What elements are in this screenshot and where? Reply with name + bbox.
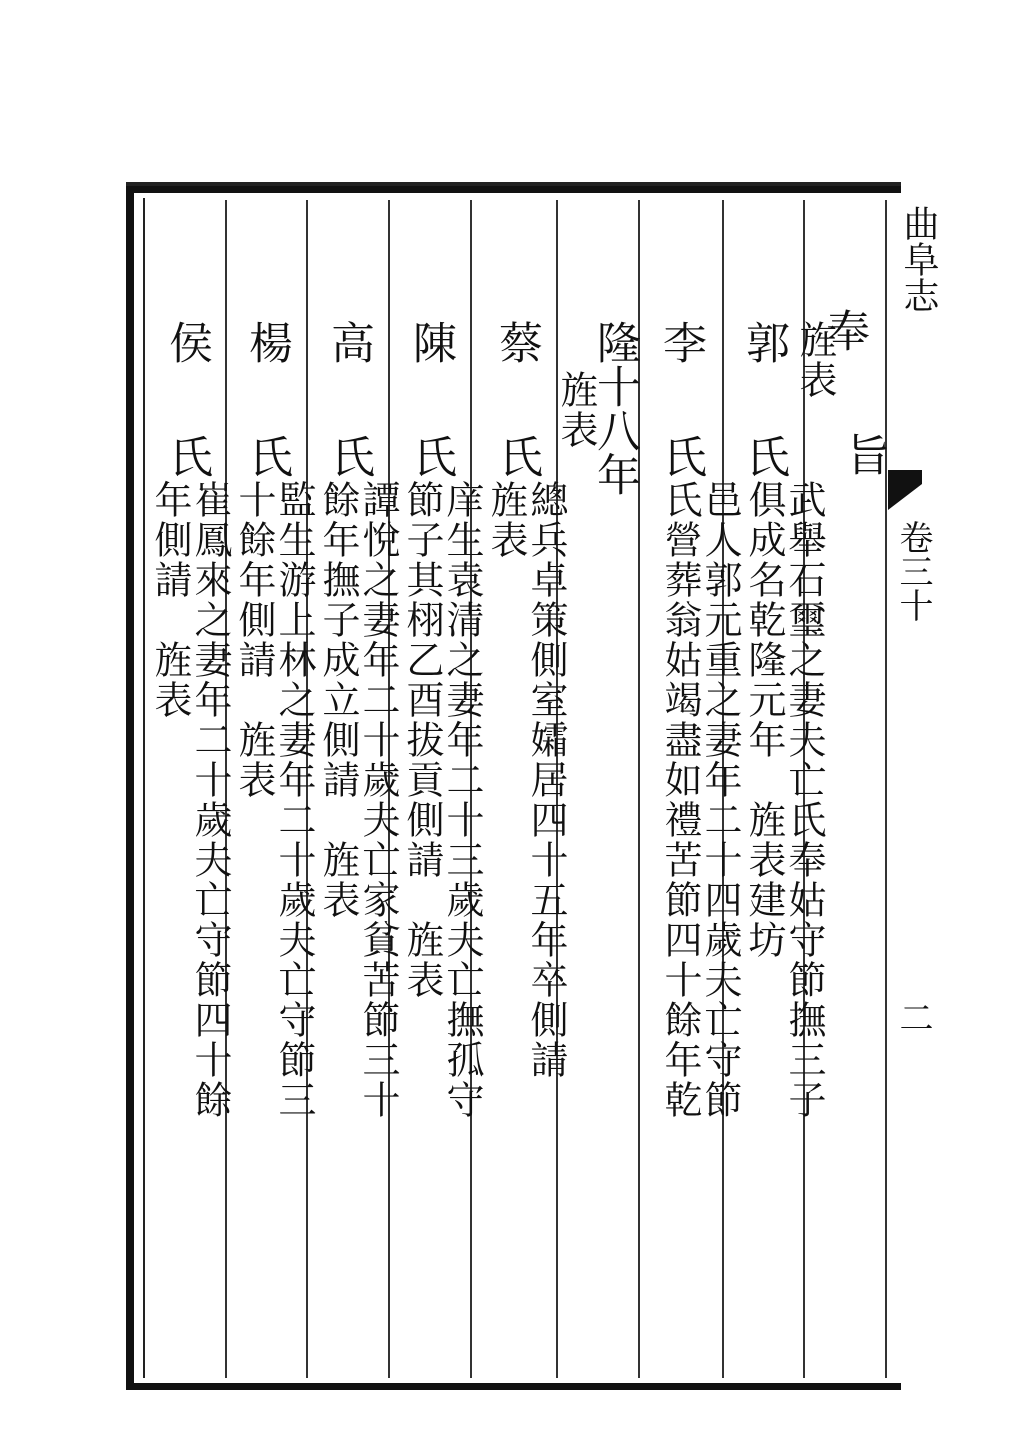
biography-line-b: 年側請 旌表 [148, 480, 192, 720]
text-column-1-tail [833, 432, 893, 476]
biography-line-b: 俱成名乾隆元年 旌表建坊 [742, 480, 786, 960]
surname-suffix: 氏 [161, 434, 212, 478]
surname-suffix: 氏 [738, 434, 789, 478]
surname: 高 [323, 320, 374, 364]
column-rule [885, 200, 887, 1378]
book-title: 曲阜志 [898, 205, 939, 313]
biography-line-a: 邑人郭元重之妻年二十四歲夫亡守節 [698, 480, 742, 1120]
biography-line-a: 庠生袁清之妻年二十三歲夫亡撫孤守 [440, 480, 484, 1120]
surname-suffix: 氏 [405, 434, 456, 478]
left-inner-rule [143, 198, 145, 1378]
text-column-8-body [234, 480, 314, 1120]
surname: 陳 [405, 320, 456, 364]
surname-suffix: 氏 [491, 434, 542, 478]
biography-line-b: 十餘年側請 旌表 [232, 480, 276, 800]
surname: 蔡 [491, 320, 542, 364]
biography-line-a: 崔鳳來之妻年二十歲夫亡守節四十餘 [188, 480, 232, 1120]
text-column-5 [486, 320, 546, 478]
page-number: 二 [893, 1000, 933, 1034]
surname: 郭 [738, 320, 789, 364]
biography-line-b: 氏營葬翁姑竭盡如禮苦節四十餘年乾 [658, 480, 702, 1120]
honor-phrase: 旌表 [793, 320, 837, 400]
biography-line-b: 餘年撫子成立側請 旌表 [316, 480, 360, 920]
edict-character: 旨 [838, 432, 889, 476]
biography-line-a: 武舉石璽之妻夫亡氏奉姑守節撫三子 [782, 480, 826, 1120]
surname: 侯 [161, 320, 212, 364]
text-column-8 [236, 320, 296, 478]
text-column-2 [733, 320, 793, 478]
surname-suffix: 氏 [655, 434, 706, 478]
text-column-7 [318, 320, 378, 478]
biography-line-a: 總兵卓策側室孀居四十五年卒側請 [524, 480, 568, 1080]
surname: 李 [655, 320, 706, 364]
honor-phrase: 旌表 [554, 370, 598, 450]
text-column-9-body [150, 480, 230, 1120]
biography-line-a: 譚悅之妻年二十歲夫亡家貧苦節三十 [356, 480, 400, 1120]
text-column-4-annotation [556, 370, 596, 450]
text-column-6-body [402, 480, 482, 1120]
text-column-3-body [660, 480, 740, 1120]
text-column-2-body [744, 480, 824, 1120]
text-column-3 [650, 320, 710, 478]
biography-line-a: 監生游上林之妻年二十歲夫亡守節三 [272, 480, 316, 1120]
volume-number: 卷三十 [893, 520, 933, 622]
biography-line-b: 節子其栩乙酉拔貢側請 旌表 [400, 480, 444, 1000]
surname-suffix: 氏 [323, 434, 374, 478]
biography-line-b: 旌表 [484, 480, 528, 560]
surname: 楊 [241, 320, 292, 364]
era-year: 隆十八年 [589, 320, 640, 496]
fishtail-mark [888, 470, 922, 510]
text-column-9 [156, 320, 216, 478]
text-column-1-annotation [790, 320, 840, 400]
surname-suffix: 氏 [241, 434, 292, 478]
text-column-6 [400, 320, 460, 478]
column-heading: 奉 [818, 308, 869, 352]
text-column-7-body [318, 480, 398, 1120]
text-column-5-body [486, 480, 566, 1080]
